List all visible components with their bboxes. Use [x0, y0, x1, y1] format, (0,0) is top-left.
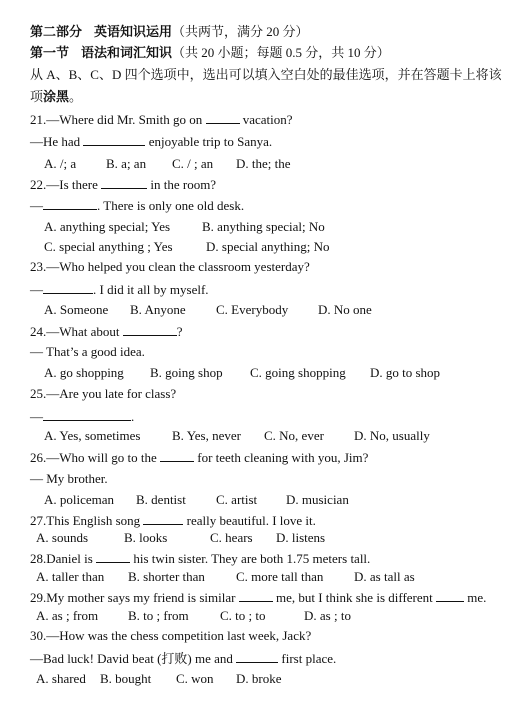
- question-text: Daniel is: [46, 551, 97, 566]
- answer-blank: [160, 449, 194, 462]
- question-text: —He had: [30, 134, 84, 149]
- answer-option: A. shared: [36, 671, 86, 686]
- answer-option: A. sounds: [36, 530, 89, 545]
- question-text: —: [30, 198, 43, 213]
- question-number: 27.: [30, 513, 47, 528]
- question-text: —Where did Mr. Smith go on: [46, 112, 206, 127]
- section-label: 第一节: [30, 45, 70, 60]
- question-number: 24.: [30, 324, 47, 339]
- answer-blank: [236, 650, 278, 663]
- answer-option: A. as ; from: [36, 608, 99, 623]
- answer-blank: [436, 589, 464, 602]
- answer-blank: [43, 197, 97, 210]
- instruction-line-2: [30, 89, 523, 105]
- answer-option: A. taller than: [36, 569, 105, 584]
- answer-option: A. Yes, sometimes: [44, 428, 141, 443]
- answer-option: C. / ; an: [172, 156, 214, 171]
- question-text: —: [30, 409, 43, 424]
- instruction-emphasis: 涂黑: [43, 89, 70, 104]
- question-text: —Who helped you clean the classroom yesterday?: [46, 259, 310, 274]
- question-text: for teeth cleaning with you, Jim?: [194, 450, 369, 465]
- answer-option: D. No, usually: [354, 428, 430, 443]
- answer-option: D. the; the: [236, 156, 291, 171]
- question-number: 26.: [30, 450, 47, 465]
- answer-option: B. Yes, never: [172, 428, 241, 443]
- answer-option: B. going shop: [150, 365, 223, 380]
- section-header: [30, 45, 523, 61]
- question-text: —Is there: [46, 177, 102, 192]
- question-text: —Bad luck! David beat (打败) me and: [30, 651, 237, 666]
- instruction-line-1: 从 A、B、C、D 四个选项中，选出可以填入空白处的最佳选项，并在答题卡上将该: [30, 67, 502, 82]
- question-24-line-1: [30, 323, 523, 340]
- question-23-line-1: [30, 259, 523, 275]
- question-text: me, but I think she is different: [272, 590, 437, 605]
- answer-option: A. policeman: [44, 492, 115, 507]
- section-note: （共 20 小题；每题 0.5 分，共 10 分）: [172, 45, 390, 60]
- answer-option: C. going shopping: [250, 365, 346, 380]
- answer-blank: [101, 176, 147, 189]
- question-number: 28.: [30, 551, 47, 566]
- answer-option: B. dentist: [136, 492, 186, 507]
- question-text: My mother says my friend is similar: [46, 590, 239, 605]
- question-number: 29.: [30, 590, 47, 605]
- question-number: 25.: [30, 386, 47, 401]
- question-23-line-2: [30, 281, 523, 298]
- answer-option: B. bought: [100, 671, 152, 686]
- question-21-line-1: [30, 111, 523, 128]
- part-title: 英语知识运用: [94, 24, 173, 39]
- question-text: —How was the chess competition last week, Jack?: [46, 628, 312, 643]
- answer-blank: [239, 589, 273, 602]
- section-title: 语法和词汇知识: [81, 45, 173, 60]
- question-text: enjoyable trip to Sanya.: [145, 134, 273, 149]
- instruction-suffix: 。: [69, 89, 83, 104]
- answer-option: B. looks: [124, 530, 168, 545]
- answer-option: A. anything special; Yes: [44, 219, 171, 234]
- answer-blank: [83, 133, 145, 146]
- question-29-line-1: [30, 589, 523, 606]
- answer-option: D. No one: [318, 302, 372, 317]
- part-note: （共两节，满分 20 分）: [172, 24, 309, 39]
- question-25-line-1: [30, 386, 523, 402]
- answer-option: A. go shopping: [44, 365, 124, 380]
- question-text: —Who will go to the: [46, 450, 160, 465]
- answer-option: D. broke: [236, 671, 282, 686]
- part-header: [30, 24, 523, 40]
- question-number: 22.: [30, 177, 47, 192]
- answer-blank: [123, 323, 177, 336]
- answer-option: C. No, ever: [264, 428, 324, 443]
- question-text: This English song: [46, 513, 144, 528]
- question-number: 30.: [30, 628, 47, 643]
- part-label: 第二部分: [30, 24, 83, 39]
- question-text: really beautiful. I love it.: [183, 513, 316, 528]
- question-21-line-2: [30, 133, 523, 150]
- answer-option: D. go to shop: [370, 365, 441, 380]
- answer-blank: [43, 408, 131, 421]
- answer-option: C. special anything ; Yes: [44, 239, 173, 254]
- question-30-line-1: [30, 628, 523, 644]
- question-22-line-1: [30, 176, 523, 193]
- question-text: —What about: [46, 324, 123, 339]
- question-text: — My brother.: [30, 471, 108, 486]
- answer-option: D. musician: [286, 492, 349, 507]
- answer-option: C. Everybody: [216, 302, 289, 317]
- answer-blank: [143, 512, 183, 525]
- answer-blank: [43, 281, 93, 294]
- question-text: ?: [176, 324, 183, 339]
- question-26-line-2: [30, 471, 523, 487]
- question-27-line-1: [30, 512, 523, 529]
- question-text: —: [30, 282, 43, 297]
- answer-option: C. hears: [210, 530, 253, 545]
- answer-option: B. anything special; No: [202, 219, 325, 234]
- answer-option: C. artist: [216, 492, 258, 507]
- question-text: — That’s a good idea.: [30, 344, 145, 359]
- question-22-line-2: [30, 197, 523, 214]
- question-26-line-1: [30, 449, 523, 466]
- answer-option: A. /; a: [44, 156, 77, 171]
- question-text: .: [131, 409, 135, 424]
- answer-option: C. more tall than: [236, 569, 324, 584]
- question-text: vacation?: [239, 112, 293, 127]
- question-text: me.: [464, 590, 487, 605]
- question-text: first place.: [278, 651, 337, 666]
- question-24-line-2: [30, 344, 523, 360]
- answer-option: A. Someone: [44, 302, 109, 317]
- question-text: . I did it all by myself.: [93, 282, 209, 297]
- answer-option: D. special anything; No: [206, 239, 330, 254]
- question-text: his twin sister. They are both 1.75 meters tall.: [130, 551, 371, 566]
- question-number: 21.: [30, 112, 47, 127]
- answer-option: D. as tall as: [354, 569, 415, 584]
- answer-option: B. a; an: [106, 156, 147, 171]
- instruction-prefix: 项: [30, 89, 44, 104]
- answer-blank: [206, 111, 240, 124]
- question-30-line-2: [30, 650, 523, 667]
- question-28-line-1: [30, 550, 523, 567]
- question-text: —Are you late for class?: [46, 386, 177, 401]
- answer-option: B. Anyone: [130, 302, 186, 317]
- question-text: . There is only one old desk.: [97, 198, 245, 213]
- answer-option: C. to ; to: [220, 608, 266, 623]
- question-number: 23.: [30, 259, 47, 274]
- answer-option: D. as ; to: [304, 608, 351, 623]
- answer-option: B. to ; from: [128, 608, 189, 623]
- answer-option: C. won: [176, 671, 214, 686]
- question-text: in the room?: [147, 177, 217, 192]
- answer-blank: [96, 550, 130, 563]
- question-25-line-2: [30, 408, 523, 425]
- answer-option: D. listens: [276, 530, 326, 545]
- answer-option: B. shorter than: [128, 569, 205, 584]
